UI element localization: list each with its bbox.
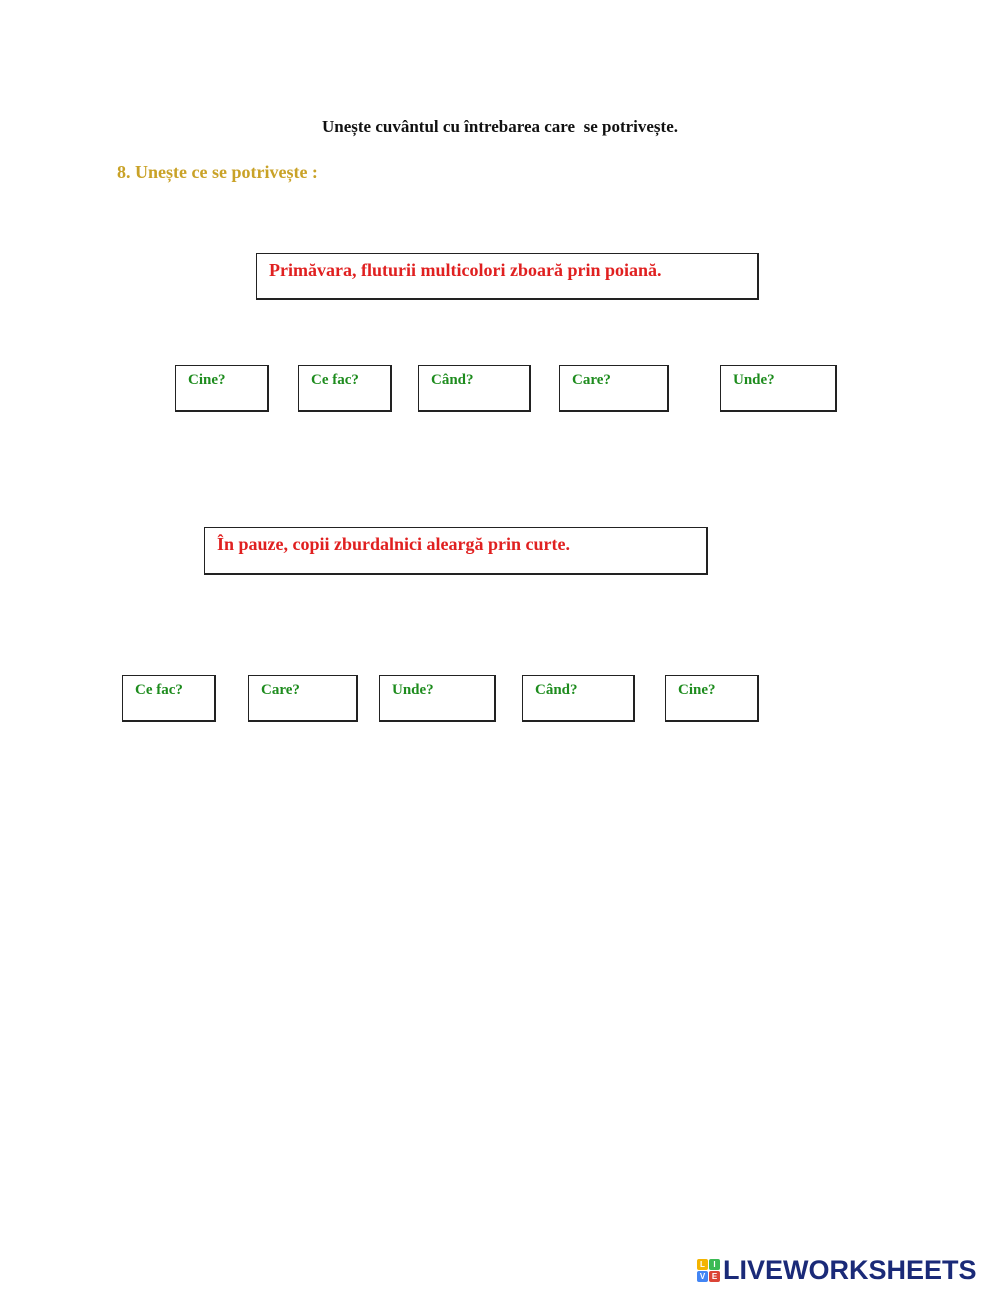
answer-box-cine[interactable] — [175, 365, 269, 412]
answer-box-unde[interactable] — [379, 675, 496, 722]
liveworksheets-logo-icon — [697, 1259, 720, 1282]
answer-box-ce-fac[interactable] — [298, 365, 392, 412]
sentence-text: În pauze, copii zburdalnici aleargă prin curte. — [217, 534, 570, 554]
answer-label: Care? — [261, 682, 300, 698]
exercise-heading: 8. Unește ce se potrivește : — [117, 162, 318, 182]
answer-label: Ce fac? — [135, 682, 183, 698]
answer-box-cine[interactable] — [665, 675, 759, 722]
answer-label: Unde? — [392, 682, 434, 698]
worksheet-instruction: Unește cuvântul cu întrebarea care se potrivește. — [322, 117, 678, 136]
logo-wordmark: LIVEWORKSHEETS — [723, 1255, 977, 1285]
answer-box-cand[interactable] — [522, 675, 635, 722]
answer-box-ce-fac[interactable] — [122, 675, 216, 722]
logo-tile: L — [697, 1259, 708, 1270]
answer-label: Care? — [572, 372, 611, 388]
liveworksheets-logo — [697, 1255, 977, 1285]
answer-box-cand[interactable] — [418, 365, 531, 412]
answer-box-care[interactable] — [559, 365, 669, 412]
answer-label: Când? — [431, 372, 474, 388]
answer-label: Unde? — [733, 372, 775, 388]
sentence-text: Primăvara, fluturii multicolori zboară prin poiană. — [269, 260, 662, 280]
answer-label: Cine? — [678, 682, 716, 698]
answer-label: Cine? — [188, 372, 226, 388]
answer-box-unde[interactable] — [720, 365, 837, 412]
logo-tile: E — [709, 1271, 720, 1282]
answer-label: Ce fac? — [311, 372, 359, 388]
sentence-box-2 — [204, 527, 708, 575]
sentence-box-1 — [256, 253, 759, 300]
logo-tile: V — [697, 1271, 708, 1282]
logo-tile: I — [709, 1259, 720, 1270]
answer-box-care[interactable] — [248, 675, 358, 722]
answer-label: Când? — [535, 682, 578, 698]
